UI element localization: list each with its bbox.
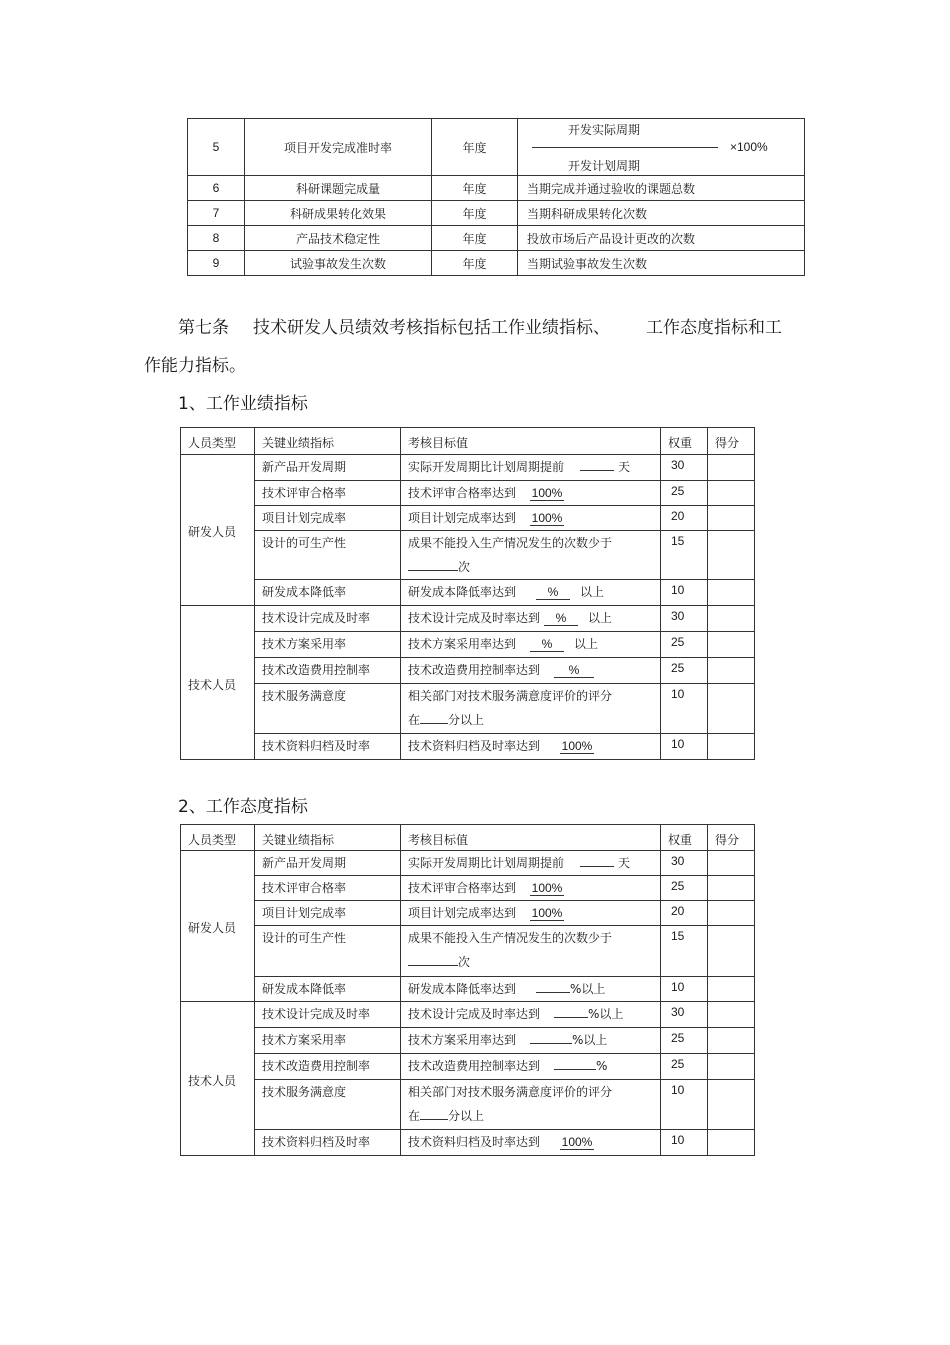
period: 年度: [432, 226, 518, 251]
table-row: [181, 734, 755, 760]
kpi: 技术改造费用控制率: [255, 658, 401, 684]
table-row: [181, 506, 755, 531]
score-cell: [708, 1054, 755, 1080]
target-text: 相关部门对技术服务满意度评价的评分: [408, 689, 613, 703]
target-text: 技术设计完成及时率达到: [408, 611, 541, 625]
target-suffix: 次: [458, 955, 471, 969]
target: [401, 1130, 661, 1156]
target-suffix: %以上: [570, 982, 606, 996]
table-row: [181, 1080, 755, 1130]
weight: 25: [661, 876, 708, 901]
kpi: 技术方案采用率: [255, 632, 401, 658]
target-text-2: 在: [408, 713, 421, 727]
target-text: 成果不能投入生产情况发生的次数少于: [408, 536, 613, 550]
header-target: 考核目标值: [401, 428, 661, 455]
target: [401, 901, 661, 926]
fraction-bar: [532, 147, 718, 148]
header-type: 人员类型: [181, 428, 255, 455]
score-cell: [708, 531, 755, 580]
group-type: 技术人员: [181, 1002, 255, 1156]
formula-table: [187, 118, 805, 276]
target-suffix: 以上: [574, 637, 599, 651]
target-text: 技术改造费用控制率达到: [408, 1059, 541, 1073]
score-cell: [708, 977, 755, 1002]
kpi: 技术设计完成及时率: [255, 606, 401, 632]
score-cell: [708, 506, 755, 531]
header-weight: 权重: [661, 428, 708, 455]
formula-fraction: [518, 119, 805, 176]
kpi: 技术方案采用率: [255, 1028, 401, 1054]
kpi: 新产品开发周期: [255, 455, 401, 481]
kpi: 技术改造费用控制率: [255, 1054, 401, 1080]
target: [401, 851, 661, 876]
target-blank: 100%: [531, 486, 563, 500]
score-cell: [708, 632, 755, 658]
target-text-2: 在: [408, 1109, 421, 1123]
table-row: [181, 580, 755, 606]
row-number: 8: [188, 226, 245, 251]
score-cell: [708, 1002, 755, 1028]
target: [401, 1080, 661, 1130]
target-blank: 100%: [561, 739, 593, 753]
attitude-table: [180, 824, 755, 1156]
weight: 25: [661, 1028, 708, 1054]
table-row: [181, 606, 755, 632]
formula: 当期试验事故发生次数: [518, 251, 805, 276]
weight: 15: [661, 926, 708, 977]
weight: 25: [661, 1054, 708, 1080]
weight: 30: [661, 851, 708, 876]
weight: 25: [661, 481, 708, 506]
target-text: 技术改造费用控制率达到: [408, 663, 541, 677]
table-row: [181, 481, 755, 506]
target-blank: 100%: [531, 906, 563, 920]
weight: 20: [661, 506, 708, 531]
table-row: [188, 251, 805, 276]
target: [401, 506, 661, 531]
table-row: [181, 926, 755, 977]
kpi: 技术评审合格率: [255, 481, 401, 506]
weight: 10: [661, 580, 708, 606]
period: 年度: [432, 119, 518, 176]
target-blank: [554, 1017, 588, 1018]
formula: 当期科研成果转化次数: [518, 201, 805, 226]
fraction-numerator: 开发实际周期: [568, 123, 641, 137]
target-suffix: 天: [618, 856, 631, 870]
performance-table: [180, 427, 755, 760]
score-cell: [708, 851, 755, 876]
target-text: 技术方案采用率达到: [408, 1033, 517, 1047]
period: 年度: [432, 251, 518, 276]
kpi: 新产品开发周期: [255, 851, 401, 876]
table-row: [181, 1002, 755, 1028]
target-blank: %: [544, 611, 578, 626]
target-text: 成果不能投入生产情况发生的次数少于: [408, 931, 613, 945]
header-type: 人员类型: [181, 825, 255, 851]
target-text: 实际开发周期比计划周期提前: [408, 460, 565, 474]
fraction-denominator: 开发计划周期: [568, 159, 641, 173]
table-row: [181, 684, 755, 734]
group-type: 技术人员: [181, 606, 255, 760]
header-target: 考核目标值: [401, 825, 661, 851]
target-blank: %: [554, 663, 594, 678]
score-cell: [708, 481, 755, 506]
header-score: 得分: [708, 825, 755, 851]
kpi: 技术设计完成及时率: [255, 1002, 401, 1028]
weight: 30: [661, 1002, 708, 1028]
target-blank: %: [530, 637, 564, 652]
target: [401, 580, 661, 606]
weight: 10: [661, 1080, 708, 1130]
score-cell: [708, 1130, 755, 1156]
target: [401, 876, 661, 901]
target: [401, 606, 661, 632]
section-heading: 2、工作态度指标: [178, 797, 308, 817]
header-kpi: 关键业绩指标: [255, 825, 401, 851]
table-row: [188, 226, 805, 251]
target: [401, 1002, 661, 1028]
target-suffix: %: [596, 1059, 608, 1073]
table-row: [181, 851, 755, 876]
header-weight: 权重: [661, 825, 708, 851]
table-row: [188, 201, 805, 226]
indicator-name: 科研成果转化效果: [245, 201, 432, 226]
article-text: 技术研发人员绩效考核指标包括工作业绩指标、: [253, 318, 610, 338]
target-suffix: 天: [618, 460, 631, 474]
target-text: 实际开发周期比计划周期提前: [408, 856, 565, 870]
indicator-name: 科研课题完成量: [245, 176, 432, 201]
score-cell: [708, 926, 755, 977]
kpi: 技术资料归档及时率: [255, 734, 401, 760]
target: [401, 684, 661, 734]
kpi: 项目计划完成率: [255, 506, 401, 531]
table-row: [181, 632, 755, 658]
kpi: 技术评审合格率: [255, 876, 401, 901]
kpi: 技术服务满意度: [255, 684, 401, 734]
weight: 15: [661, 531, 708, 580]
target-text: 项目计划完成率达到: [408, 906, 517, 920]
table-row: [181, 455, 755, 481]
score-cell: [708, 606, 755, 632]
target-blank: [420, 723, 448, 724]
period: 年度: [432, 201, 518, 226]
target-text: 技术方案采用率达到: [408, 637, 517, 651]
target-text: 技术评审合格率达到: [408, 486, 517, 500]
target-suffix: 分以上: [448, 1109, 485, 1123]
target-suffix: 次: [458, 560, 471, 574]
score-cell: [708, 1080, 755, 1130]
table-row: [181, 901, 755, 926]
kpi: 研发成本降低率: [255, 580, 401, 606]
target-blank: [580, 470, 614, 471]
indicator-name: 试验事故发生次数: [245, 251, 432, 276]
target-blank: [408, 965, 458, 966]
kpi: 研发成本降低率: [255, 977, 401, 1002]
score-cell: [708, 734, 755, 760]
target-blank: [408, 570, 458, 571]
score-cell: [708, 580, 755, 606]
article-text-cont: 工作态度指标和工: [646, 318, 782, 338]
score-cell: [708, 658, 755, 684]
row-number: 6: [188, 176, 245, 201]
weight: 30: [661, 606, 708, 632]
kpi: 技术服务满意度: [255, 1080, 401, 1130]
target-text: 技术资料归档及时率达到: [408, 739, 541, 753]
target-text: 项目计划完成率达到: [408, 511, 517, 525]
article-line-1: [178, 318, 782, 338]
formula: 投放市场后产品设计更改的次数: [518, 226, 805, 251]
target-text: 相关部门对技术服务满意度评价的评分: [408, 1085, 613, 1099]
target-blank: [580, 866, 614, 867]
group-type: 研发人员: [181, 455, 255, 606]
target: [401, 531, 661, 580]
indicator-name: 项目开发完成准时率: [245, 119, 432, 176]
weight: 10: [661, 1130, 708, 1156]
article-line-2: 作能力指标。: [144, 356, 246, 376]
kpi: 技术资料归档及时率: [255, 1130, 401, 1156]
target-blank: [536, 992, 570, 993]
score-cell: [708, 876, 755, 901]
period: 年度: [432, 176, 518, 201]
table-row: [188, 119, 805, 176]
table-row: [181, 531, 755, 580]
table-row: [181, 977, 755, 1002]
target-suffix: 以上: [588, 611, 613, 625]
row-number: 5: [188, 119, 245, 176]
table-header-row: [181, 825, 755, 851]
score-cell: [708, 901, 755, 926]
header-kpi: 关键业绩指标: [255, 428, 401, 455]
weight: 25: [661, 658, 708, 684]
table-row: [181, 658, 755, 684]
weight: 10: [661, 684, 708, 734]
row-number: 7: [188, 201, 245, 226]
target-blank: %: [536, 585, 570, 600]
target-text: 研发成本降低率达到: [408, 585, 517, 599]
target: [401, 632, 661, 658]
target: [401, 455, 661, 481]
target: [401, 1054, 661, 1080]
target-text: 技术设计完成及时率达到: [408, 1007, 541, 1021]
kpi: 项目计划完成率: [255, 901, 401, 926]
kpi: 设计的可生产性: [255, 531, 401, 580]
table-row: [181, 1054, 755, 1080]
score-cell: [708, 1028, 755, 1054]
target-blank: 100%: [561, 1135, 593, 1149]
formula: 当期完成并通过验收的课题总数: [518, 176, 805, 201]
target: [401, 977, 661, 1002]
target-suffix: %以上: [588, 1007, 624, 1021]
kpi: 设计的可生产性: [255, 926, 401, 977]
target-suffix: 以上: [580, 585, 605, 599]
target-blank: [530, 1043, 572, 1044]
target-blank: [420, 1119, 448, 1120]
table-row: [188, 176, 805, 201]
table-row: [181, 876, 755, 901]
target-text: 研发成本降低率达到: [408, 982, 517, 996]
table-row: [181, 1130, 755, 1156]
target-text: 技术资料归档及时率达到: [408, 1135, 541, 1149]
target: [401, 481, 661, 506]
target: [401, 926, 661, 977]
fraction-multiplier: ×100%: [730, 140, 768, 154]
weight: 20: [661, 901, 708, 926]
table-row: [181, 1028, 755, 1054]
row-number: 9: [188, 251, 245, 276]
target-blank: 100%: [531, 881, 563, 895]
target: [401, 734, 661, 760]
weight: 10: [661, 977, 708, 1002]
target-suffix: %以上: [572, 1033, 608, 1047]
target-blank: 100%: [531, 511, 563, 525]
group-type: 研发人员: [181, 851, 255, 1002]
target: [401, 658, 661, 684]
indicator-name: 产品技术稳定性: [245, 226, 432, 251]
target-suffix: 分以上: [448, 713, 485, 727]
target-blank: [554, 1069, 596, 1070]
table-header-row: [181, 428, 755, 455]
weight: 25: [661, 632, 708, 658]
score-cell: [708, 684, 755, 734]
article-label: 第七条: [178, 318, 229, 338]
weight: 10: [661, 734, 708, 760]
header-score: 得分: [708, 428, 755, 455]
score-cell: [708, 455, 755, 481]
weight: 30: [661, 455, 708, 481]
target-text: 技术评审合格率达到: [408, 881, 517, 895]
section-heading: 1、工作业绩指标: [178, 394, 308, 414]
target: [401, 1028, 661, 1054]
